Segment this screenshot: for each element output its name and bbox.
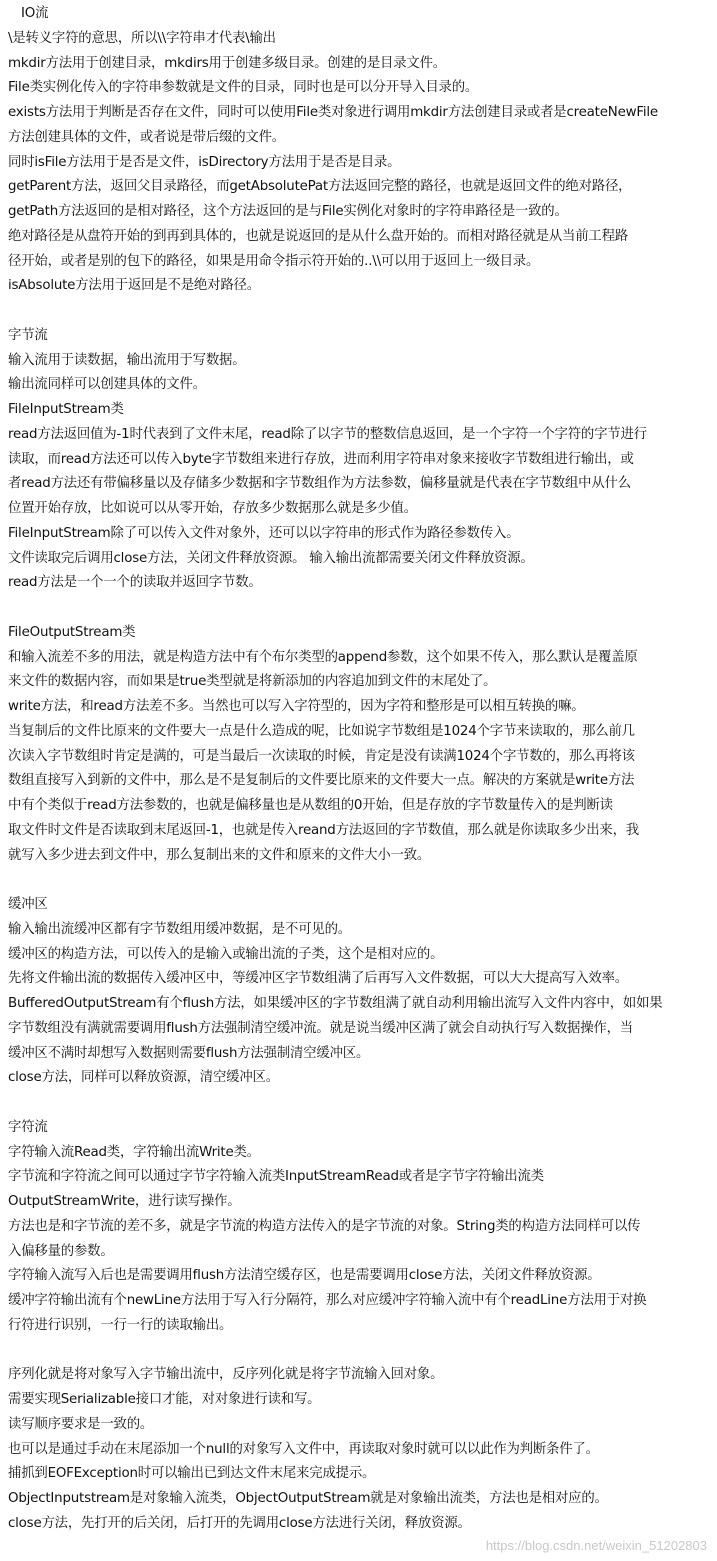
text-line: 来文件的数据内容，而如果是true类型就是将新添加的内容追加到文件的末尾处了。 (8, 674, 497, 690)
text-line: 中有个类似于read方法参数的，也就是偏移量也是从数组的0开始，但是存放的字节数量传入的是判断读 (8, 798, 613, 813)
text-line: 文件读取完后调用close方法，关闭文件释放资源。 输入输出流都需要关闭文件释放资源。 (8, 550, 534, 566)
text-line: 缓冲区不满时却想写入数据则需要flush方法强制清空缓冲区。 (8, 1045, 370, 1061)
text-line: 输入流用于读数据，输出流用于写数据。 (8, 352, 246, 368)
text-line: 者read方法还有带偏移量以及存储多少数据和字节数组作为方法参数，偏移量就是代表在字节数组中从什么 (8, 476, 631, 492)
text-line: 绝对路径是从盘符开始的到再到具体的，也就是说返回的是从什么盘开始的。而相对路径就是从当前工程路 (8, 228, 628, 244)
blank-line (8, 299, 708, 324)
watermark-text: https://blog.csdn.net/weixin_51202803 (485, 1538, 707, 1553)
text-line: 字节流 (8, 327, 48, 343)
text-line: 输入输出流缓冲区都有字节数组用缓冲数据，是不可见的。 (8, 921, 351, 937)
text-line: 字符输入流写入后也是需要调用flush方法清空缓存区，也是需要调用close方法，关闭文件释放资源。 (8, 1268, 601, 1284)
text-line: close方法，先打开的后关闭，后打开的先调用close方法进行关闭，释放资源。 (8, 1515, 471, 1531)
text-line: 同时isFile方法用于是否是文件，isDirectory方法用于是否是目录。 (8, 154, 401, 170)
text-line: 方法创建具体的文件，或者说是带后缀的文件。 (8, 129, 286, 145)
text-line: 缓冲字符输出流有个newLine方法用于写入行分隔符，那么对应缓冲字符输入流中有个readLine方法用于对换 (8, 1293, 647, 1308)
text-line: read方法返回值为-1时代表到了文件末尾，read除了以字节的整数信息返回，是一个字符一个字符的字节进行 (8, 426, 647, 442)
text-lines (8, 27, 708, 1537)
text-line: mkdir方法用于创建目录，mkdirs用于创建多级目录。创建的是目录文件。 (8, 55, 446, 71)
text-line: FileInputStream类 (8, 402, 124, 417)
text-line: exists方法用于判断是否存在文件，同时可以使用File类对象进行调用mkdir方法创建目录或者是createNewFile (8, 105, 658, 120)
text-line: 入偏移量的参数。 (8, 1243, 114, 1259)
blank-line (8, 596, 708, 621)
text-line: getPath方法返回的是相对路径，这个方法返回的是与File实例化对象时的字符串路径是一致的。 (8, 204, 568, 219)
text-line: File类实例化传入的字符串参数就是文件的目录，同时也是可以分开导入目录的。 (8, 80, 479, 96)
text-line: 字符流 (8, 1119, 48, 1135)
text-line: getParent方法，返回父目录路径，而getAbsolutePat方法返回完整的路径，也就是返回文件的绝对路径， (8, 179, 632, 195)
text-line: 读写顺序要求是一致的。 (8, 1416, 154, 1432)
text-line: 读取，而read方法还可以传入byte字节数组来进行存放，进而利用字符串对象来接收字节数组进行输出，或 (8, 451, 634, 467)
text-line: ObjectInputstream是对象输入流类，ObjectOutputStream就是对象输出流类，方法也是相对应的。 (8, 1491, 608, 1506)
text-line: 先将文件输出流的数据传入缓冲区中，等缓冲区字节数组满了后再写入文件数据，可以大大提高写入效率。 (8, 971, 628, 987)
blank-line (8, 1091, 708, 1116)
text-line: 次读入字节数组时肯定是满的，可是当最后一次读取的时候，肯定是没有读满1024个字节数的，那么再将该 (8, 748, 635, 764)
text-line: 字节数组没有满就需要调用flush方法强制清空缓冲流。就是说当缓冲区满了就会自动执行写入数据操作，当 (8, 1020, 633, 1036)
blank-line (8, 868, 708, 893)
text-line: BufferedOutputStream有个flush方法，如果缓冲区的字节数组满了就自动利用输出流写入文件内容中，如如果 (8, 996, 663, 1011)
text-line: 输出流同样可以创建具体的文件。 (8, 377, 206, 393)
document-body (8, 2, 708, 1537)
text-line: 当复制后的文件比原来的文件要大一点是什么造成的呢，比如说字节数组是1024个字节来读取的，那么前几 (8, 723, 635, 739)
text-line: FileOutputStream类 (8, 624, 136, 640)
text-line: 取文件时文件是否读取到末尾返回-1，也就是传入reand方法返回的字节数值，那么就是你读取多少出来，我 (8, 822, 639, 838)
text-line: write方法，和read方法差不多。当然也可以写入字符型的，因为字符和整形是可以相互转换的嘛。 (8, 699, 585, 714)
text-line: 方法也是和字节流的差不多，就是字节流的构造方法传入的是字节流的对象。String类的构造方法同样可以传 (8, 1218, 641, 1234)
text-line: 缓冲区 (8, 897, 48, 912)
text-line: 也可以是通过手动在末尾添加一个null的对象写入文件中，再读取对象时就可以以此作为判断条件了。 (8, 1441, 599, 1457)
text-line: 位置开始存放，比如说可以从零开始，存放多少数据那么就是多少值。 (8, 501, 417, 516)
text-line: close方法，同样可以释放资源，清空缓冲区。 (8, 1070, 279, 1086)
text-line: 数组直接写入到新的文件中，那么是不是复制后的文件要比原来的文件要大一点。解决的方案就是write方法 (8, 773, 635, 789)
text-line: FileInputStream除了可以传入文件对象外，还可以以字符串的形式作为路径参数传入。 (8, 525, 520, 541)
text-line: isAbsolute方法用于返回是不是绝对路径。 (8, 278, 260, 294)
text-line: 行符进行识别，一行一行的读取输出。 (8, 1317, 233, 1333)
blank-line (8, 1339, 708, 1364)
text-line: OutputStreamWrite，进行读写操作。 (8, 1194, 241, 1209)
text-line: 字符输入流Read类，字符输出流Write类。 (8, 1144, 260, 1160)
text-line: 字节流和字符流之间可以通过字节字符输入流类InputStreamRead或者是字节字符输出流类 (8, 1169, 544, 1185)
text-line: 径开始，或者是别的包下的路径，如果是用命令指示符开始的..\\可以用于返回上一级目录。 (8, 253, 540, 269)
text-line: read方法是一个一个的读取并返回字节数。 (8, 575, 262, 591)
text-line: \是转义字符的意思，所以\\字符串才代表\输出 (8, 30, 276, 46)
text-line: 序列化就是将对象写入字节输出流中，反序列化就是将字节流输入回对象。 (8, 1367, 444, 1383)
text-line: 捕抓到EOFException时可以输出已到达文件末尾来完成提示。 (8, 1466, 376, 1482)
text-line: 缓冲区的构造方法，可以传入的是输入或输出流的子类，这个是相对应的。 (8, 946, 444, 962)
text-line: 需要实现Serializable接口才能，对对象进行读和写。 (8, 1392, 321, 1407)
text-line: 就写入多少进去到文件中，那么复制出来的文件和原来的文件大小一致。 (8, 847, 431, 863)
page-title: IO流 (21, 6, 49, 21)
text-line: 和输入流差不多的用法，就是构造方法中有个布尔类型的append参数，这个如果不传入，那么默认是覆盖原 (8, 649, 638, 665)
